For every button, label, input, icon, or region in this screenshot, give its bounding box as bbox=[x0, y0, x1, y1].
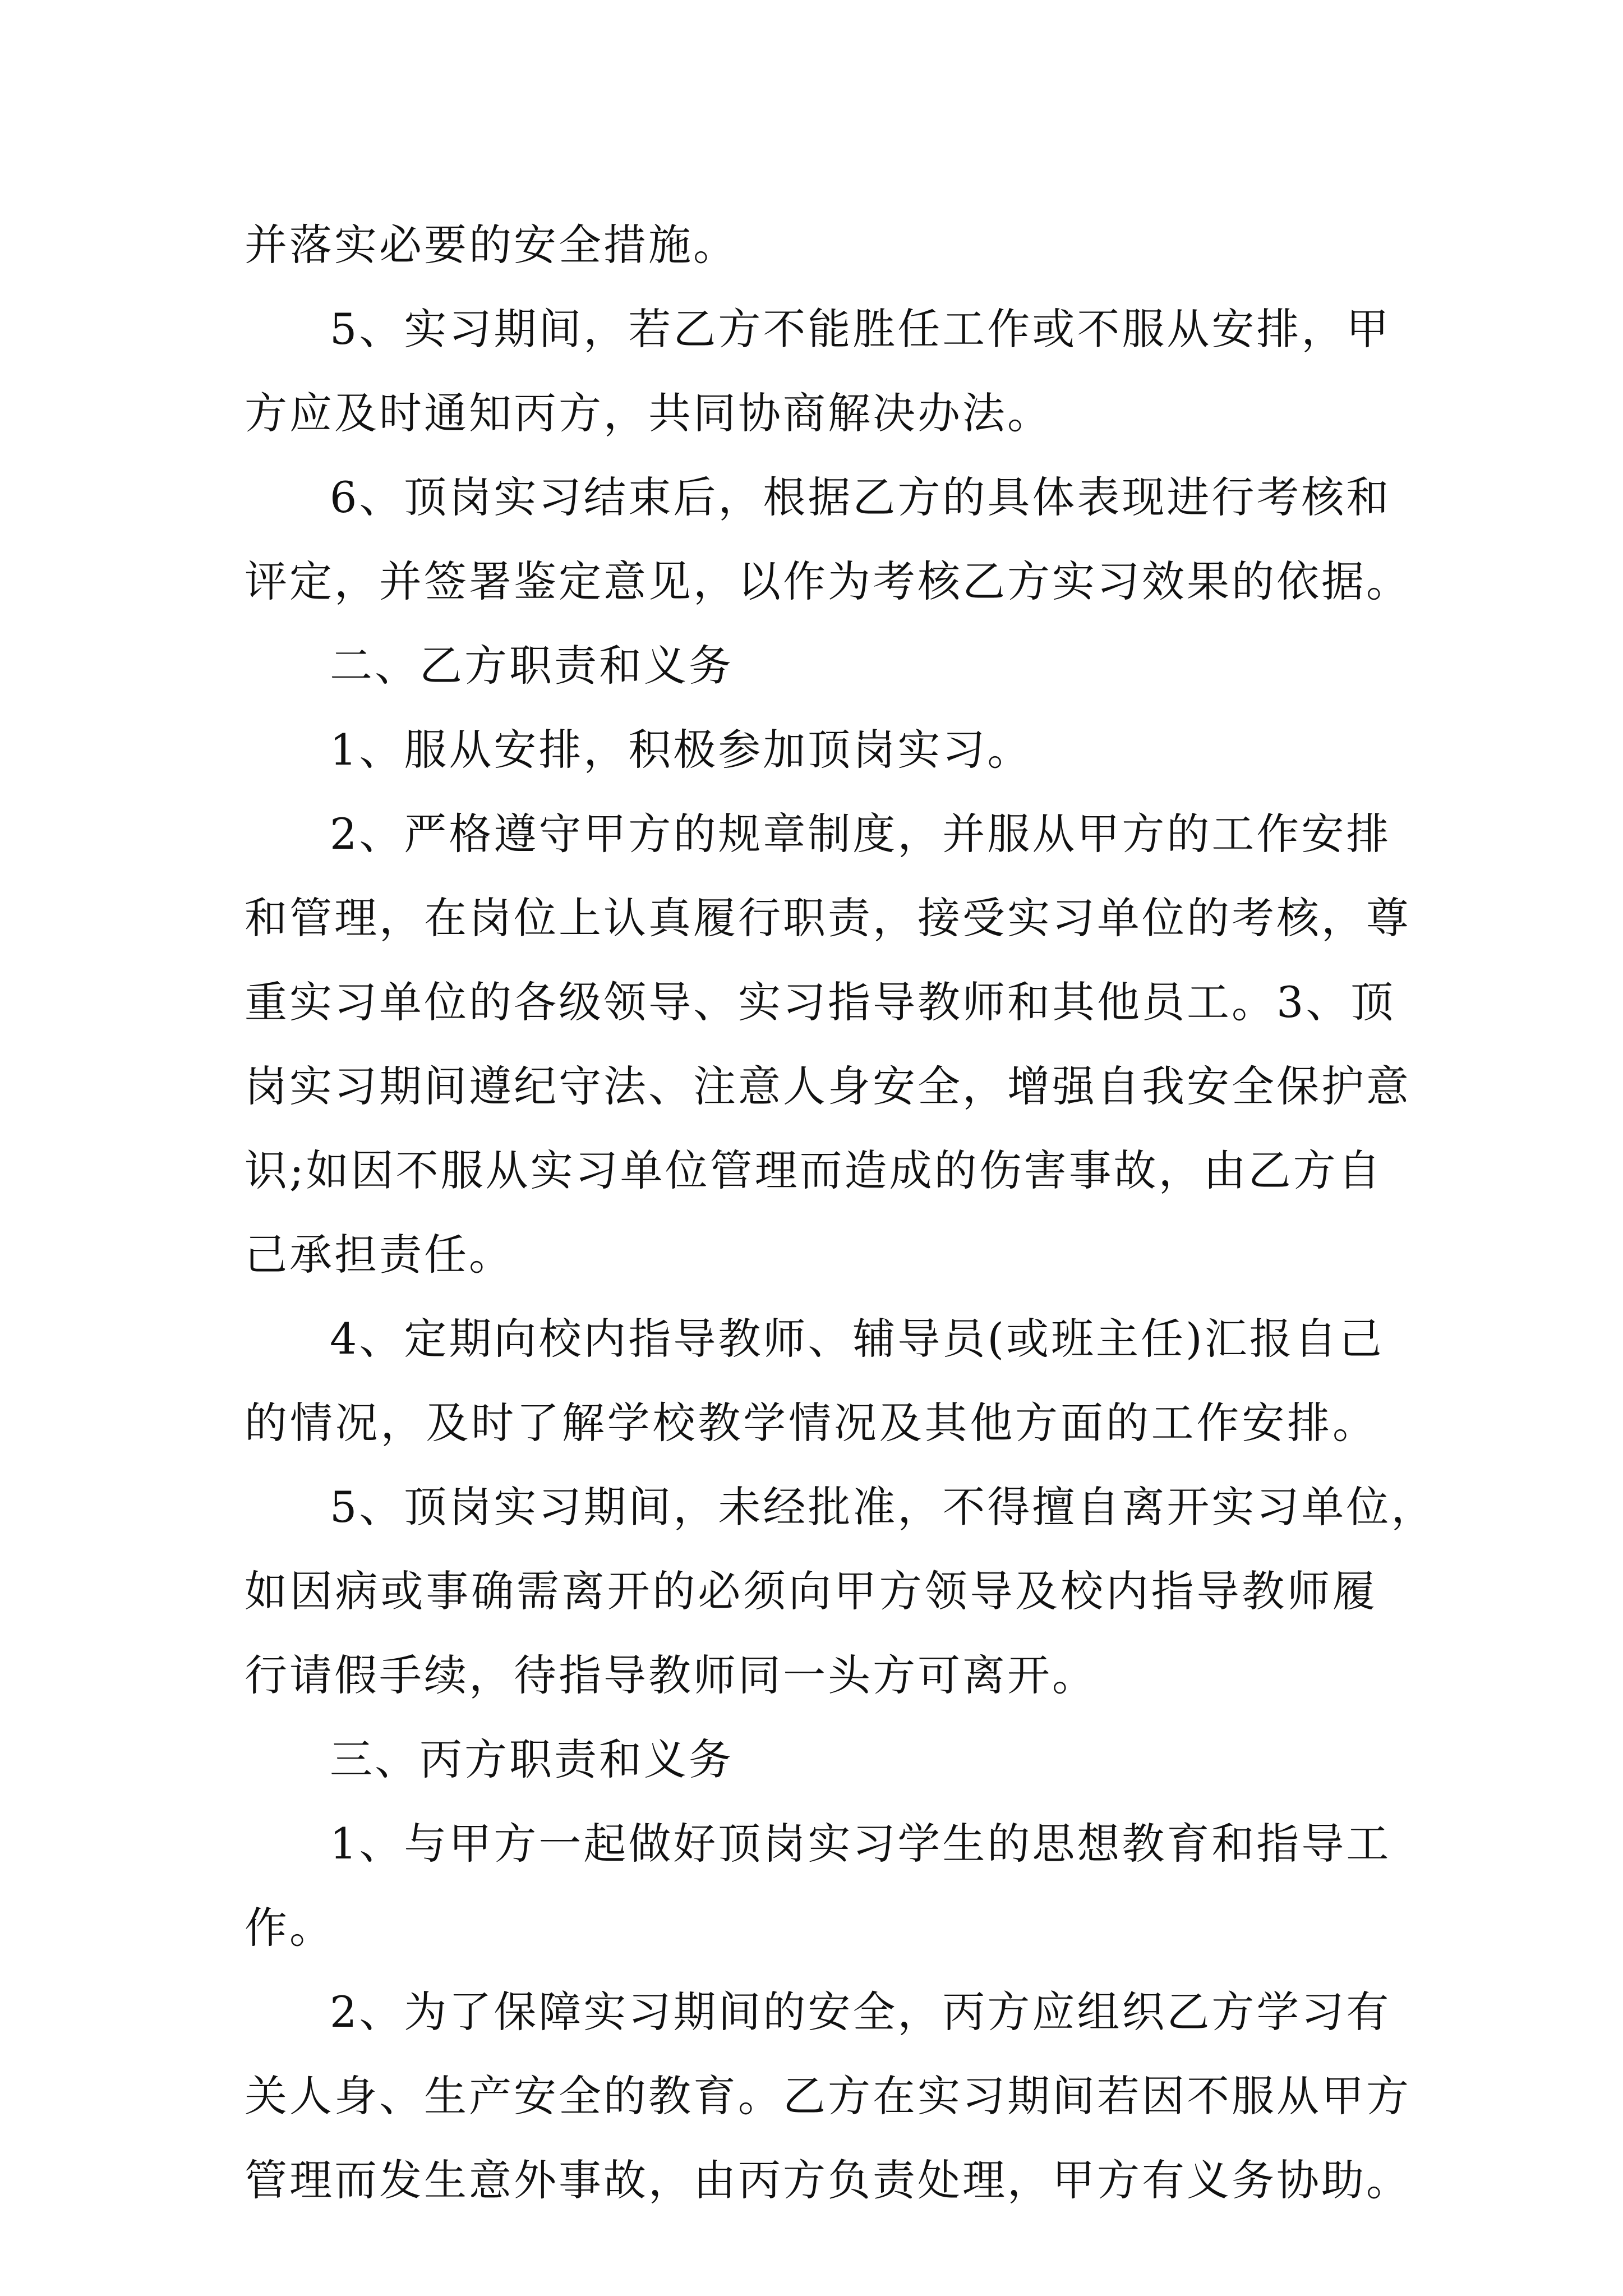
text-line: 关人身、生产安全的教育。乙方在实习期间若因不服从甲方 bbox=[245, 2071, 1411, 2121]
text-line: 作。 bbox=[245, 1903, 334, 1953]
text-line: 行请假手续，待指导教师同一头方可离开。 bbox=[245, 1650, 1097, 1700]
text-line: 和管理，在岗位上认真履行职责，接受实习单位的考核，尊 bbox=[245, 893, 1411, 943]
text-line: 重实习单位的各级领导、实习指导教师和其他员工。3、顶 bbox=[245, 977, 1396, 1027]
text-line: 方应及时通知丙方，共同协商解决办法。 bbox=[245, 388, 1052, 438]
text-line: 2、为了保障实习期间的安全，丙方应组织乙方学习有 bbox=[330, 1987, 1391, 2037]
text-line: 岗实习期间遵纪守法、注意人身安全，增强自我安全保护意 bbox=[245, 1061, 1411, 1111]
text-line: 6、顶岗实习结束后，根据乙方的具体表现进行考核和 bbox=[330, 472, 1391, 522]
text-line: 5、实习期间，若乙方不能胜任工作或不服从安排，甲 bbox=[330, 304, 1391, 354]
text-line: 4、定期向校内指导教师、辅导员(或班主任)汇报自己 bbox=[330, 1314, 1384, 1364]
text-line: 管理而发生意外事故，由丙方负责处理，甲方有义务协助。 bbox=[245, 2155, 1411, 2205]
text-line: 如因病或事确需离开的必须向甲方领导及校内指导教师履 bbox=[245, 1566, 1377, 1616]
text-line: 评定，并签署鉴定意见，以作为考核乙方实习效果的依据。 bbox=[245, 556, 1411, 606]
text-line: 己承担责任。 bbox=[245, 1230, 514, 1280]
text-line: 1、服从安排，积极参加顶岗实习。 bbox=[330, 725, 1032, 775]
text-line: 5、顶岗实习期间，未经批准，不得擅自离开实习单位， bbox=[330, 1482, 1436, 1532]
text-line: 1、与甲方一起做好顶岗实习学生的思想教育和指导工 bbox=[330, 1819, 1391, 1869]
document-body bbox=[245, 203, 1436, 2223]
section-heading: 二、乙方职责和义务 bbox=[330, 641, 734, 691]
text-line: 的情况，及时了解学校教学情况及其他方面的工作安排。 bbox=[245, 1398, 1377, 1448]
text-line: 并落实必要的安全措施。 bbox=[245, 220, 738, 270]
text-line: 识;如因不服从实习单位管理而造成的伤害事故，由乙方自 bbox=[245, 1145, 1383, 1195]
text-line: 2、严格遵守甲方的规章制度，并服从甲方的工作安排 bbox=[330, 809, 1391, 859]
section-heading: 三、丙方职责和义务 bbox=[330, 1734, 734, 1784]
